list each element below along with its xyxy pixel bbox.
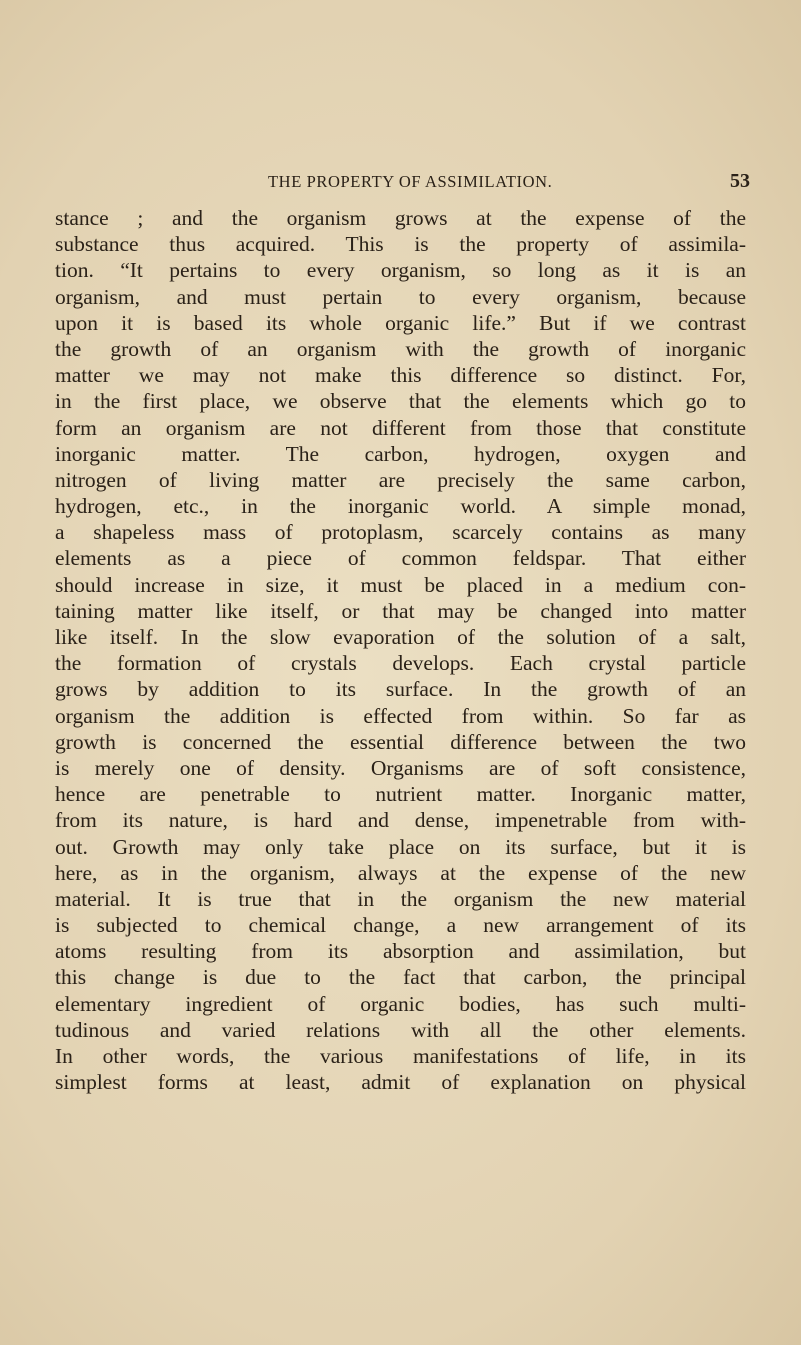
- text-line: taining matter like itself, or that may be changed into matter: [55, 598, 746, 623]
- text-line: grows by addition to its surface. In the growth of an: [55, 677, 746, 702]
- text-line: organism, and must pertain to every organism, because: [55, 284, 746, 309]
- text-line: the growth of an organism with the growth of inorganic: [55, 336, 746, 361]
- text-line: should increase in size, it must be placed in a medium con-: [55, 572, 746, 597]
- page-header: [268, 172, 750, 196]
- text-line: hence are penetrable to nutrient matter. Inorganic matter,: [55, 782, 746, 807]
- text-line: substance thus acquired. This is the property of assimila-: [55, 232, 746, 257]
- text-line: material. It is true that in the organism the new material: [55, 886, 746, 911]
- text-line: out. Growth may only take place on its surface, but it is: [55, 834, 746, 859]
- text-line: upon it is based its whole organic life.” But if we contrast: [55, 310, 746, 335]
- text-line: organism the addition is effected from within. So far as: [55, 703, 746, 728]
- text-line: growth is concerned the essential difference between the two: [55, 729, 746, 754]
- text-line: in the first place, we observe that the elements which go to: [55, 389, 746, 414]
- text-line: In other words, the various manifestations of life, in its: [55, 1044, 746, 1068]
- text-line: like itself. In the slow evaporation of the solution of a salt,: [55, 625, 746, 649]
- text-line: elements as a piece of common feldspar. That either: [55, 546, 746, 571]
- text-line: inorganic matter. The carbon, hydrogen, oxygen and: [55, 441, 746, 466]
- text-line: atoms resulting from its absorption and assimilation, but: [55, 939, 746, 964]
- text-line: form an organism are not different from those that constitute: [55, 415, 746, 440]
- text-line: tion. “It pertains to every organism, so long as it is an: [55, 258, 746, 283]
- text-line: simplest forms at least, admit of explanation on physical: [55, 1070, 746, 1095]
- text-line: the formation of crystals develops. Each crystal particle: [55, 651, 746, 676]
- text-line: hydrogen, etc., in the inorganic world. A simple monad,: [55, 494, 746, 519]
- page-number: 53: [730, 170, 750, 192]
- text-line: a shapeless mass of protoplasm, scarcely contains as many: [55, 520, 746, 545]
- text-line: stance ; and the organism grows at the expense of the: [55, 206, 746, 230]
- text-line: nitrogen of living matter are precisely the same carbon,: [55, 467, 746, 492]
- running-title: THE PROPERTY OF ASSIMILATION.: [268, 172, 553, 191]
- text-line: elementary ingredient of organic bodies, has such multi-: [55, 991, 746, 1016]
- body-text: [55, 205, 746, 1095]
- text-line: from its nature, is hard and dense, impenetrable from with-: [55, 808, 746, 833]
- text-line: tudinous and varied relations with all the other elements.: [55, 1017, 746, 1042]
- text-line: this change is due to the fact that carbon, the principal: [55, 965, 746, 990]
- text-line: matter we may not make this difference so distinct. For,: [55, 363, 746, 388]
- text-line: is subjected to chemical change, a new arrangement of its: [55, 913, 746, 938]
- text-line: is merely one of density. Organisms are of soft consistence,: [55, 755, 746, 780]
- text-line: here, as in the organism, always at the expense of the new: [55, 860, 746, 885]
